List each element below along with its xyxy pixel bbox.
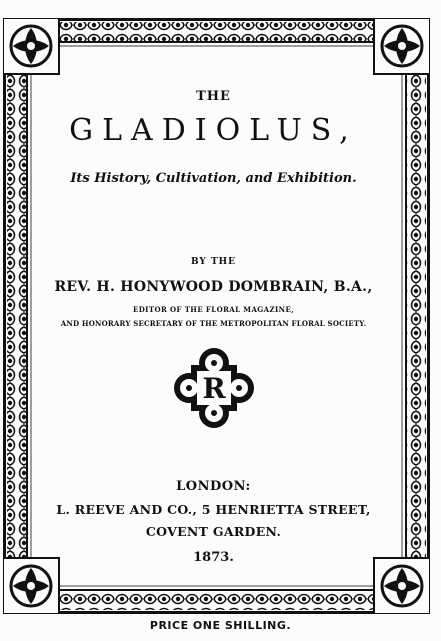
author-credential-secretary: AND HONORARY SECRETARY OF THE METROPOLITAN FLORAL SOCIETY. <box>60 319 367 328</box>
imprint-year: 1873. <box>193 550 234 565</box>
imprint-address: COVENT GARDEN. <box>145 524 282 539</box>
publisher-emblem <box>173 347 255 429</box>
by-line: BY THE <box>190 257 237 267</box>
book-subtitle: Its History, Cultivation, and Exhibition. <box>70 171 357 186</box>
author-name: REV. H. HONYWOOD DOMBRAIN, B.A., <box>54 279 373 295</box>
title-page-content <box>30 47 397 570</box>
title-article: THE <box>196 89 231 104</box>
imprint-publisher: L. REEVE AND CO., 5 HENRIETTA STREET, <box>56 502 371 517</box>
book-title: GLADIOLUS, <box>69 113 358 148</box>
emblem-letter: R <box>202 372 226 405</box>
price-line: PRICE ONE SHILLING. <box>149 619 292 632</box>
author-credential-editor: EDITOR OF THE FLORAL MAGAZINE, <box>132 305 295 314</box>
imprint-place: LONDON: <box>176 479 251 494</box>
